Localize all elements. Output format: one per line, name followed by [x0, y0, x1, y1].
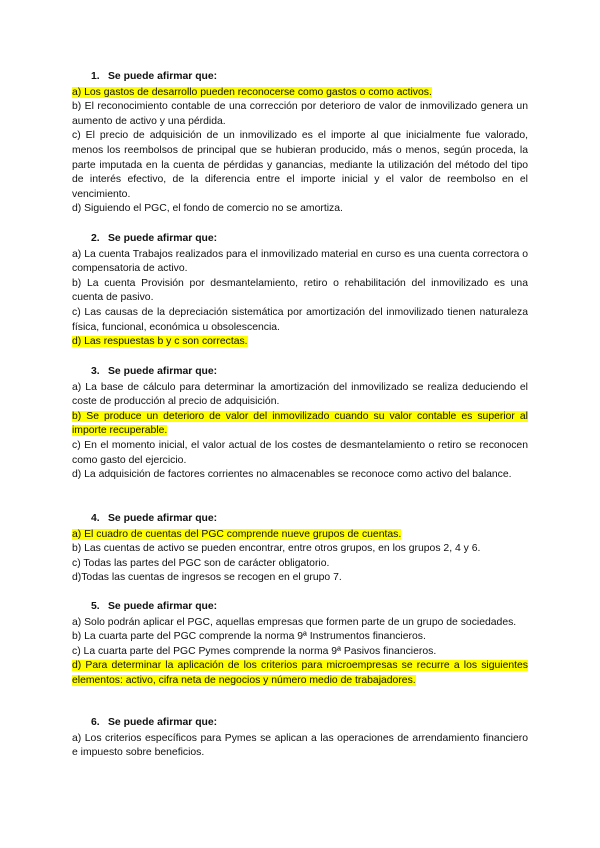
question-heading: 5. Se puede afirmar que:	[91, 601, 218, 612]
question-1	[72, 70, 528, 217]
answer-option-a: a) La base de cálculo para determinar la amortización del inmovilizado se realiza deduciendo el coste de producción al precio de adquisición.	[72, 381, 528, 408]
answer-option-b: b) Se produce un deterioro de valor del inmovilizado cuando su valor contable es superior al importe recuperable.	[72, 410, 528, 437]
answer-option-c: c) La cuarta parte del PGC Pymes comprende la norma 9ª Pasivos financieros.	[72, 645, 437, 657]
answer-option-b: b) La cuenta Provisión por desmantelamiento, retiro o rehabilitación del inmovilizado es una cuenta de pasivo.	[72, 277, 528, 304]
answer-option-b: b) El reconocimiento contable de una corrección por deterioro de valor de inmovilizado genera un aumento de activo y una pérdida.	[72, 101, 528, 127]
question-heading: 4. Se puede afirmar que:	[91, 513, 218, 524]
answer-option-a: a) Solo podrán aplicar el PGC, aquellas empresas que formen parte de un grupo de sociedades.	[72, 616, 517, 628]
question-2	[72, 232, 528, 350]
answer-option-d: d)Todas las cuentas de ingresos se recogen en el grupo 7.	[72, 572, 342, 584]
answer-option-a: a) El cuadro de cuentas del PGC comprende nueve grupos de cuentas.	[72, 528, 402, 540]
question-heading: 2. Se puede afirmar que:	[91, 233, 218, 244]
answer-option-c: c) Las causas de la depreciación sistemática por amortización del inmovilizado tienen naturaleza física, funcional, económica u obsolescencia.	[72, 306, 528, 333]
answer-option-a: a) La cuenta Trabajos realizados para el inmovilizado material en curso es una cuenta correctora o compensatoria de activo.	[72, 248, 528, 275]
answer-option-d: d) Para determinar la aplicación de los criterios para microempresas se recurre a los siguientes elementos: activo, cifra neta de negocios y número medio de trabajadores.	[72, 660, 528, 686]
question-4	[72, 512, 528, 586]
question-6	[72, 716, 528, 761]
answer-option-d: d) La adquisición de factores corrientes no almacenables se reconoce como activo del balance.	[72, 469, 512, 481]
answer-option-d: d) Siguiendo el PGC, el fondo de comercio no se amortiza.	[72, 203, 343, 215]
question-heading: 3. Se puede afirmar que:	[91, 366, 218, 377]
answer-option-a: a) Los gastos de desarrollo pueden reconocerse como gastos o como activos.	[72, 86, 432, 98]
answer-option-b: b) Las cuentas de activo se pueden encontrar, entre otros grupos, en los grupos 2, 4 y 6.	[72, 543, 481, 555]
question-3	[72, 365, 528, 483]
answer-option-c: c) Todas las partes del PGC son de carácter obligatorio.	[72, 557, 330, 569]
question-5	[72, 600, 528, 689]
question-heading: 6. Se puede afirmar que:	[91, 717, 218, 728]
answer-option-b: b) La cuarta parte del PGC comprende la norma 9ª Instrumentos financieros.	[72, 631, 426, 643]
question-heading: 1. Se puede afirmar que:	[91, 71, 218, 82]
answer-option-c: c) El precio de adquisición de un inmovilizado es el importe al que inicialmente fue valorado, menos los reembolsos de principal que se hubieran producido, más o menos, según proceda, la parte imputada en la cuenta de pérdidas y ganancias, mediante la utilización del método del tipo de interés efectivo, de la diferencia entre el importe inicial y el valor de reembolso en el vencimiento.	[72, 130, 528, 200]
answer-option-c: c) En el momento inicial, el valor actual de los costes de desmantelamiento o retiro se reconocen como gasto del ejercicio.	[72, 439, 528, 466]
answer-option-a: a) Los criterios específicos para Pymes se aplican a las operaciones de arrendamiento financiero e impuesto sobre beneficios.	[72, 732, 528, 759]
answer-option-d: d) Las respuestas b y c son correctas.	[72, 336, 248, 348]
